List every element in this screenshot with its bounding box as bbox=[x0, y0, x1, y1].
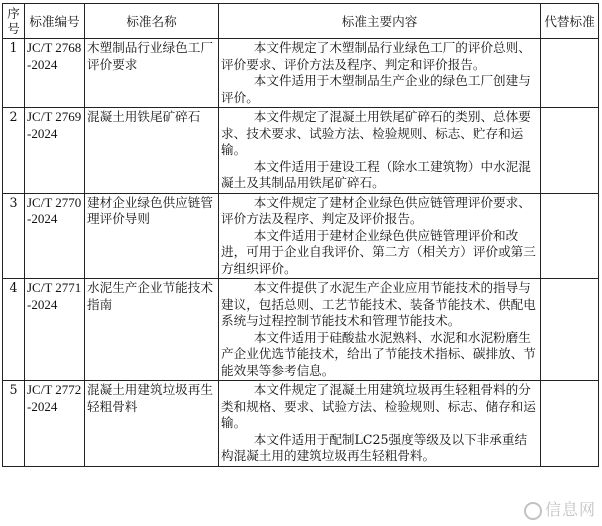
content-paragraph: 本文件适用于木塑制品生产企业的绿色工厂创建与评价。 bbox=[221, 73, 531, 105]
standard-name: 水泥生产企业节能技术指南 bbox=[85, 279, 219, 381]
header-code: 标准编号 bbox=[25, 4, 85, 39]
standard-content bbox=[219, 279, 541, 381]
standard-content bbox=[219, 381, 541, 467]
table-row bbox=[3, 39, 599, 108]
standards-table bbox=[2, 3, 599, 467]
replaces-standard bbox=[541, 39, 599, 108]
standard-code: JC/T 2770-2024 bbox=[25, 193, 85, 279]
standard-name: 混凝土用建筑垃圾再生轻粗骨料 bbox=[85, 381, 219, 467]
watermark-logo-icon bbox=[524, 502, 542, 520]
standard-name: 木塑制品行业绿色工厂评价要求 bbox=[85, 39, 219, 108]
content-paragraph: 本文件规定了混凝土用铁尾矿碎石的类别、总体要求、技术要求、试验方法、检验规则、标志、贮存和运输。 bbox=[221, 109, 531, 157]
watermark bbox=[524, 497, 596, 520]
standard-name: 建材企业绿色供应链管理评价导则 bbox=[85, 193, 219, 279]
watermark-text: 信息网 bbox=[544, 500, 596, 519]
row-no: 3 bbox=[3, 193, 25, 279]
standard-code: JC/T 2771-2024 bbox=[25, 279, 85, 381]
row-no: 4 bbox=[3, 279, 25, 381]
header-replaces: 代替标准 bbox=[541, 4, 599, 39]
replaces-standard bbox=[541, 381, 599, 467]
replaces-standard bbox=[541, 108, 599, 194]
table-row bbox=[3, 381, 599, 467]
standard-content bbox=[219, 193, 541, 279]
standard-content bbox=[219, 39, 541, 108]
table-row bbox=[3, 279, 599, 381]
row-no: 2 bbox=[3, 108, 25, 194]
content-paragraph: 本文件适用于配制LC25强度等级及以下非承重结构混凝土用的建筑垃圾再生轻粗骨料。 bbox=[221, 431, 528, 463]
content-paragraph: 本文件提供了水泥生产企业应用节能技术的指导与建议，包括总则、工艺节能技术、装备节能技术、供配电系统与过程控制节能技术和管理节能技术。 bbox=[221, 280, 536, 328]
content-paragraph: 本文件适用于建设工程（除水工建筑物）中水泥混凝土及其制品用铁尾矿碎石。 bbox=[221, 158, 531, 190]
replaces-standard bbox=[541, 193, 599, 279]
content-paragraph: 本文件规定了混凝土用建筑垃圾再生轻粗骨料的分类和规格、要求、试验方法、检验规则、标志、储存和运输。 bbox=[221, 382, 536, 430]
content-paragraph: 本文件规定了木塑制品行业绿色工厂的评价总则、评价要求、评价方法及程序、判定和评价报告。 bbox=[221, 40, 531, 72]
replaces-standard bbox=[541, 279, 599, 381]
standard-code: JC/T 2769-2024 bbox=[25, 108, 85, 194]
header-name: 标准名称 bbox=[85, 4, 219, 39]
header-no: 序号 bbox=[3, 4, 25, 39]
row-no: 5 bbox=[3, 381, 25, 467]
content-paragraph: 本文件适用于建材企业绿色供应链管理评价和改进，可用于企业自我评价、第二方（相关方）评价或第三方组织评价。 bbox=[221, 227, 536, 276]
row-no: 1 bbox=[3, 39, 25, 108]
header-content: 标准主要内容 bbox=[219, 4, 541, 39]
table-row bbox=[3, 108, 599, 194]
standard-name: 混凝土用铁尾矿碎石 bbox=[85, 108, 219, 194]
content-paragraph: 本文件规定了建材企业绿色供应链管理评价要求、评价方法及程序、判定及评价报告。 bbox=[221, 194, 531, 226]
header-row bbox=[3, 4, 599, 39]
table-row bbox=[3, 193, 599, 279]
standard-code: JC/T 2768-2024 bbox=[25, 39, 85, 108]
standard-content bbox=[219, 108, 541, 194]
content-paragraph: 本文件适用于硅酸盐水泥熟料、水泥和水泥粉磨生产企业优选节能技术，给出了节能技术指标、碳排放、节能效果等参考信息。 bbox=[221, 329, 536, 378]
standard-code: JC/T 2772-2024 bbox=[25, 381, 85, 467]
